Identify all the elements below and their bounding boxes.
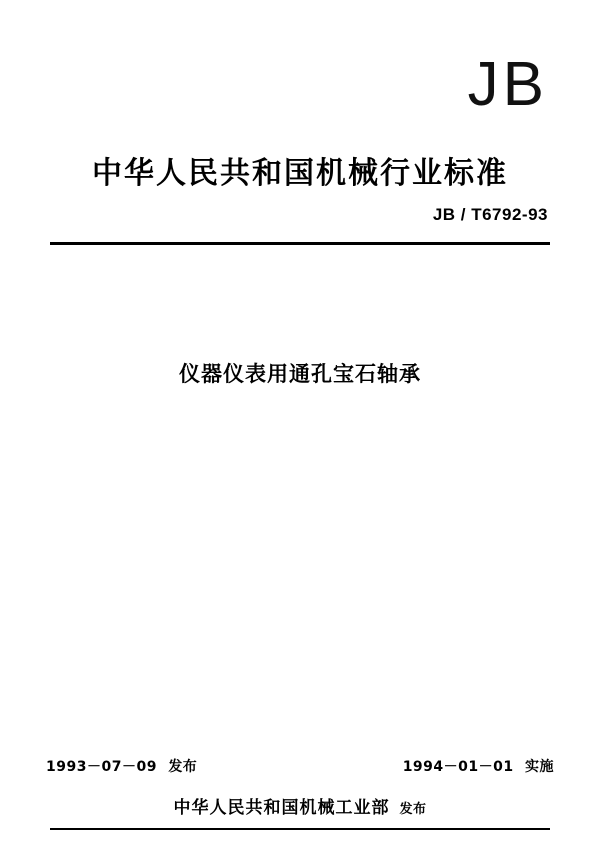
effective-date-group xyxy=(403,756,554,776)
subject-title: 仪器仪表用通孔宝石轴承 xyxy=(179,362,421,386)
publisher-name: 中华人民共和国机械工业部 xyxy=(173,798,390,818)
publisher-line xyxy=(0,793,600,818)
dates-row xyxy=(46,756,554,776)
issue-date-label: 发布 xyxy=(168,759,198,775)
standard-mark: JB xyxy=(467,50,548,119)
page-title: 中华人民共和国机械行业标准 xyxy=(92,156,508,191)
publisher-suffix: 发布 xyxy=(399,802,427,817)
footer-divider xyxy=(50,828,550,830)
effective-date: 1994－01－01 xyxy=(402,759,514,775)
standard-number: JB / T6792-93 xyxy=(432,205,548,224)
header-divider xyxy=(50,242,550,245)
issue-date-group xyxy=(46,756,197,776)
issue-date: 1993－07－09 xyxy=(46,759,157,775)
effective-date-label: 实施 xyxy=(525,759,554,775)
